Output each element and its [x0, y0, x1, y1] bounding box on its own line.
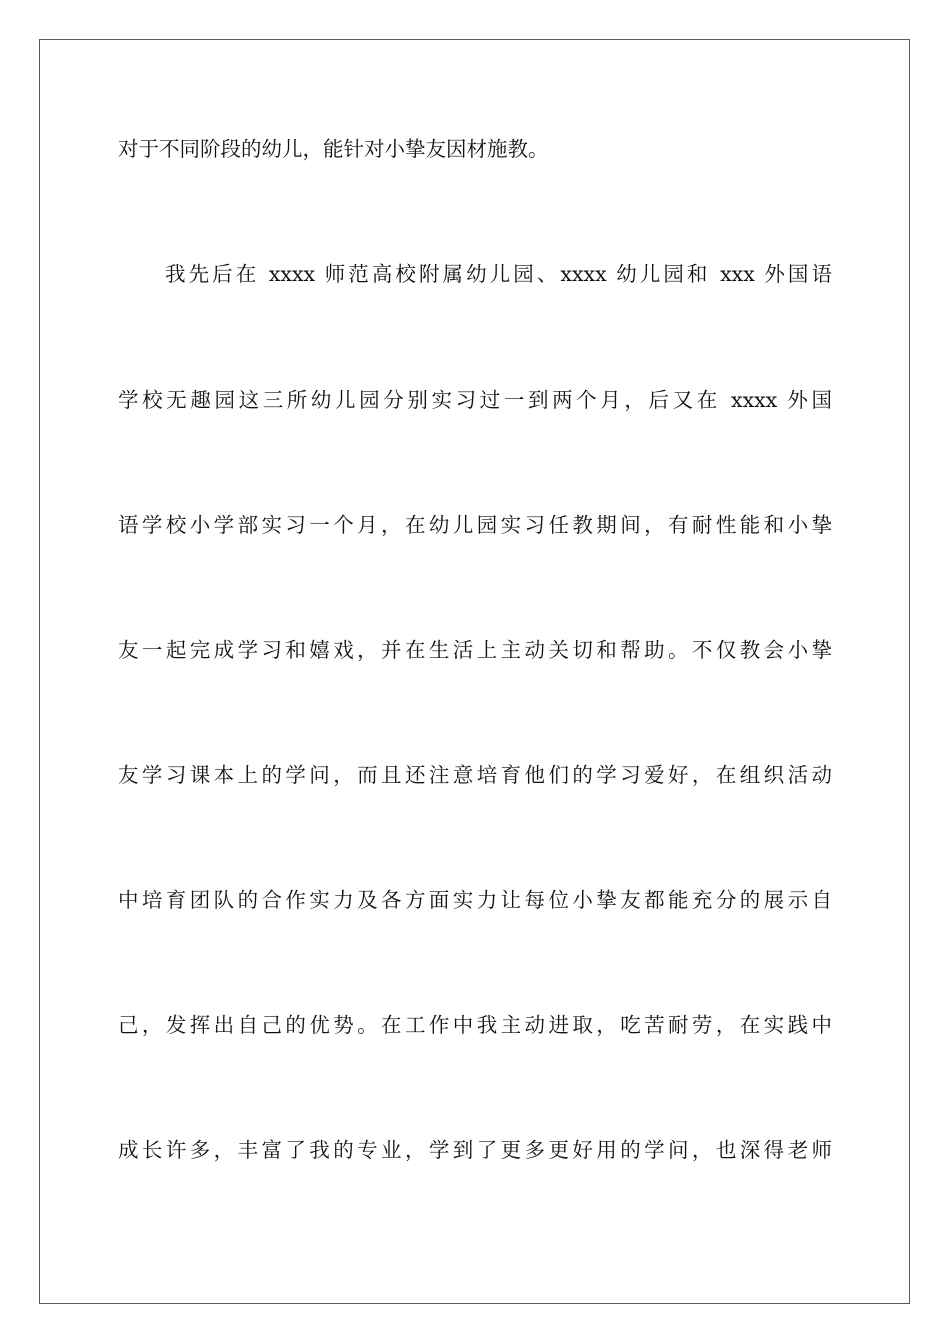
- text-line-8: 己，发挥出自己的优势。在工作中我主动进取，吃苦耐劳，在实践中: [118, 1013, 832, 1037]
- text-line-5: 友一起完成学习和嬉戏，并在生活上主动关切和帮助。不仅教会小挚: [118, 638, 832, 662]
- text-line-9: 成长许多，丰富了我的专业，学到了更多更好用的学问，也深得老师: [118, 1138, 832, 1162]
- text-line-4: 语学校小学部实习一个月，在幼儿园实习任教期间，有耐性能和小挚: [118, 513, 832, 537]
- page-border: [39, 39, 910, 1304]
- text-line-1: 对于不同阶段的幼儿，能针对小挚友因材施教。: [118, 137, 549, 161]
- text-line-3: 学校无趣园这三所幼儿园分别实习过一到两个月，后又在 xxxx 外国: [118, 388, 832, 412]
- text-line-6: 友学习课本上的学问，而且还注意培育他们的学习爱好，在组织活动: [118, 763, 832, 787]
- text-line-7: 中培育团队的合作实力及各方面实力让每位小挚友都能充分的展示自: [118, 888, 832, 912]
- text-line-2: 我先后在 xxxx 师范高校附属幼儿园、xxxx 幼儿园和 xxx 外国语: [165, 262, 832, 286]
